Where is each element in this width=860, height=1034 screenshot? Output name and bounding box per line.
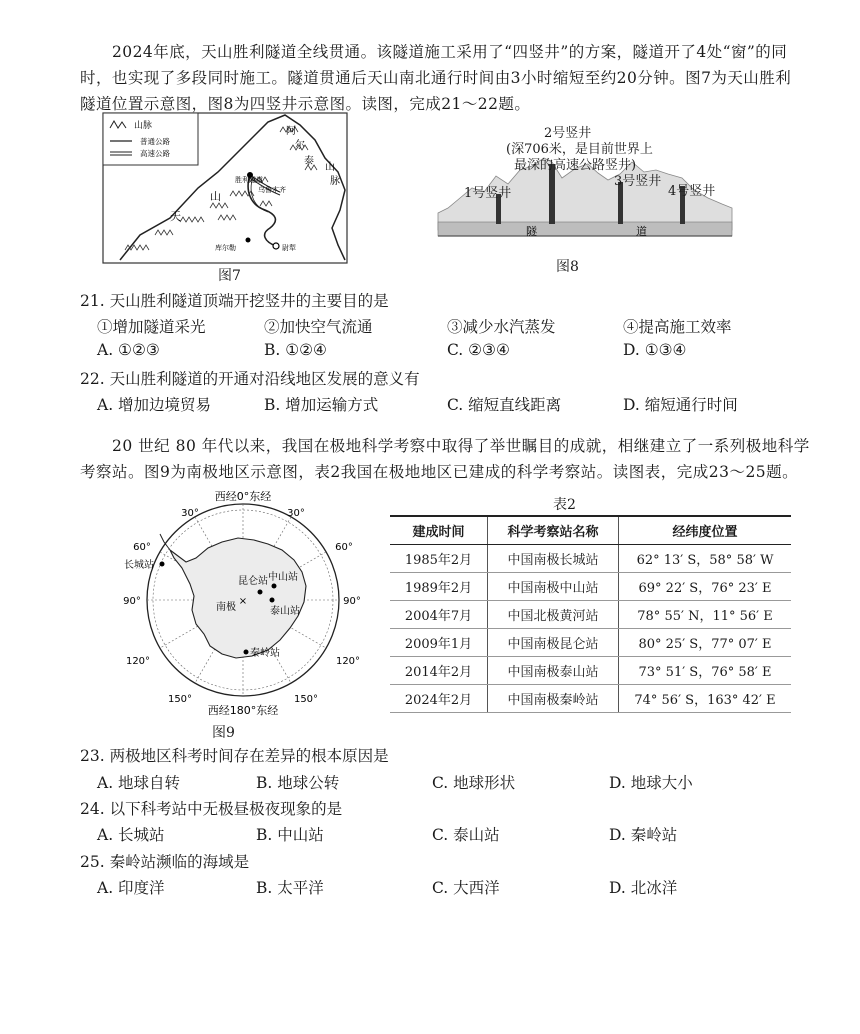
q22-stem: 22. 天山胜利隧道的开通对沿线地区发展的意义有 xyxy=(80,370,420,388)
intro1-line1: 2024年底，天山胜利隧道全线贯通。该隧道施工采用了“四竖井”的方案，隧道开了4处“窗”的同 xyxy=(112,43,788,61)
figure-9-caption: 图9 xyxy=(212,725,235,741)
q21-item-1: ①增加隧道采光 xyxy=(97,318,206,336)
q24-option-d[interactable]: D. 秦岭站 xyxy=(609,826,678,844)
label-aer: 阿 xyxy=(286,126,296,137)
table-row xyxy=(390,685,791,713)
figure-7 xyxy=(100,110,350,285)
q24-stem: 24. 以下科考站中无极昼极夜现象的是 xyxy=(80,800,343,818)
table-header-row xyxy=(390,516,791,545)
figure-7-caption: 图7 xyxy=(218,268,241,284)
cell-time: 2024年2月 xyxy=(390,685,488,713)
shaft-2-note-1: (深706米，是目前世界上 xyxy=(506,142,653,157)
label-150-right: 150° xyxy=(293,694,319,705)
label-30-left: 30° xyxy=(181,508,199,519)
figure-8-caption: 图8 xyxy=(556,259,579,275)
cell-coords: 80° 25′ S，77° 07′ E xyxy=(619,629,792,657)
q22-option-c[interactable]: C. 缩短直线距离 xyxy=(447,396,562,414)
cell-coords: 69° 22′ S，76° 23′ E xyxy=(619,573,792,601)
cell-name: 中国南极昆仑站 xyxy=(488,629,619,657)
table-row xyxy=(390,601,791,629)
cell-name: 中国南极长城站 xyxy=(488,545,619,573)
label-120-right: 120° xyxy=(335,656,361,667)
intro2-line1: 20 世纪 80 年代以来，我国在极地科学考察中取得了举世瞩目的成就，相继建立了一系列极地科学 xyxy=(112,437,810,455)
shaft-2-note-2: 最深的高速公路竖井) xyxy=(514,158,637,173)
label-shengli-tunnel: 胜利隧道 xyxy=(235,176,263,184)
q21-stem: 21. 天山胜利隧道顶端开挖竖井的主要目的是 xyxy=(80,292,389,310)
intro1-line2: 时，也实现了多段同时施工。隧道贯通后天山南北通行时间由3小时缩短至约20分钟。图7为天山胜利 xyxy=(80,69,792,87)
cell-time: 1985年2月 xyxy=(390,545,488,573)
cell-coords: 62° 13′ S，58° 58′ W xyxy=(619,545,792,573)
label-60-right: 60° xyxy=(335,542,353,553)
label-south-pole: 南极 xyxy=(216,602,236,613)
q22-option-a[interactable]: A. 增加边境贸易 xyxy=(97,396,212,414)
label-90-left: 90° xyxy=(123,596,141,607)
label-urumqi: 乌鲁木齐 xyxy=(258,186,286,194)
tunnel-label-left: 隧 xyxy=(526,225,537,238)
label-30-right: 30° xyxy=(287,508,305,519)
label-shan: 山 xyxy=(325,162,335,173)
cell-time: 2009年1月 xyxy=(390,629,488,657)
legend-mountain: 山脉 xyxy=(134,121,153,131)
label-tian: 天 xyxy=(170,210,181,223)
legend-road: 普通公路 xyxy=(140,137,170,146)
changcheng-station-marker xyxy=(160,562,165,567)
table-2-title: 表2 xyxy=(553,497,576,513)
label-60-left: 60° xyxy=(133,542,151,553)
q21-item-3: ③减少水汽蒸发 xyxy=(447,318,556,336)
q25-option-c[interactable]: C. 大西洋 xyxy=(432,879,500,897)
q24-option-b[interactable]: B. 中山站 xyxy=(256,826,324,844)
q24-option-a[interactable]: A. 长城站 xyxy=(97,826,165,844)
label-er: 尔 xyxy=(295,140,305,151)
table-row xyxy=(390,657,791,685)
q25-option-d[interactable]: D. 北冰洋 xyxy=(609,879,678,897)
cell-time: 2014年2月 xyxy=(390,657,488,685)
zhongshan-station-marker xyxy=(272,584,277,589)
q21-item-2: ②加快空气流通 xyxy=(264,318,373,336)
q22-option-d[interactable]: D. 缩短通行时间 xyxy=(623,396,738,414)
cell-name: 中国南极秦岭站 xyxy=(488,685,619,713)
intro2-line2: 考察站。图9为南极地区示意图，表2我国在极地地区已建成的科学考察站。读图表，完成23～25题。 xyxy=(80,463,799,481)
kunlun-station-marker xyxy=(258,590,263,595)
q23-option-d[interactable]: D. 地球大小 xyxy=(609,774,693,792)
label-120-left: 120° xyxy=(125,656,151,667)
label-changcheng: 长城站 xyxy=(124,560,154,571)
table-2 xyxy=(390,515,791,713)
shaft-3-label: 3号竖井 xyxy=(614,174,662,189)
q21-item-4: ④提高施工效率 xyxy=(623,318,732,336)
cell-coords: 74° 56′ S，163° 42′ E xyxy=(619,685,792,713)
cell-time: 2004年7月 xyxy=(390,601,488,629)
stations-table xyxy=(390,515,791,713)
label-shan2: 山 xyxy=(210,190,221,203)
label-west-180-east: 西经180°东经 xyxy=(207,704,279,717)
q24-option-c[interactable]: C. 泰山站 xyxy=(432,826,500,844)
q25-option-a[interactable]: A. 印度洋 xyxy=(97,879,165,897)
qinling-station-marker xyxy=(244,650,249,655)
table-row xyxy=(390,545,791,573)
intro1-line3: 隧道位置示意图，图8为四竖井示意图。读图，完成21～22题。 xyxy=(80,95,531,113)
cell-coords: 73° 51′ S，76° 58′ E xyxy=(619,657,792,685)
col-header-coordinates: 经纬度位置 xyxy=(619,516,792,545)
figure-9 xyxy=(112,488,374,741)
q23-stem: 23. 两极地区科考时间存在差异的根本原因是 xyxy=(80,747,389,765)
q21-option-a[interactable]: A. ①②③ xyxy=(97,341,160,359)
label-zhongshan: 中山站 xyxy=(268,572,298,583)
label-tai: 泰 xyxy=(304,156,314,167)
col-header-built-time: 建成时间 xyxy=(390,516,488,545)
q23-option-a[interactable]: A. 地球自转 xyxy=(97,774,181,792)
figure-8 xyxy=(436,118,736,276)
q25-option-b[interactable]: B. 太平洋 xyxy=(256,879,324,897)
figure-7-map xyxy=(100,110,350,285)
col-header-station-name: 科学考察站名称 xyxy=(488,516,619,545)
label-taishan: 泰山站 xyxy=(270,606,300,617)
shaft-1-label: 1号竖井 xyxy=(464,186,512,201)
table-row xyxy=(390,573,791,601)
cell-coords: 78° 55′ N，11° 56′ E xyxy=(619,601,792,629)
q21-option-d[interactable]: D. ①③④ xyxy=(623,341,687,359)
label-150-left: 150° xyxy=(167,694,193,705)
label-kunlun: 昆仑站 xyxy=(238,576,268,587)
korla-marker xyxy=(246,238,251,243)
south-pole-marker: × xyxy=(238,596,248,607)
q23-option-c[interactable]: C. 地球形状 xyxy=(432,774,516,792)
cell-time: 1989年2月 xyxy=(390,573,488,601)
label-mai: 脉 xyxy=(330,176,340,187)
label-qinling: 秦岭站 xyxy=(250,648,280,659)
q21-option-b[interactable]: B. ①②④ xyxy=(264,341,327,359)
yuli-marker xyxy=(273,243,279,249)
cell-name: 中国南极中山站 xyxy=(488,573,619,601)
label-yuli: 尉犁 xyxy=(282,244,296,252)
label-90-right: 90° xyxy=(343,596,361,607)
cell-name: 中国北极黄河站 xyxy=(488,601,619,629)
table-row xyxy=(390,629,791,657)
q25-stem: 25. 秦岭站濒临的海域是 xyxy=(80,853,250,871)
figure-9-map xyxy=(112,488,374,738)
shaft-2 xyxy=(549,164,555,224)
q22-option-b[interactable]: B. 增加运输方式 xyxy=(264,396,379,414)
label-korla: 库尔勒 xyxy=(215,244,236,252)
legend-highway: 高速公路 xyxy=(140,149,170,158)
cell-name: 中国南极泰山站 xyxy=(488,657,619,685)
taishan-station-marker xyxy=(270,598,275,603)
tunnel-label-right: 道 xyxy=(636,225,647,238)
shaft-2-title: 2号竖井 xyxy=(544,126,592,141)
q23-option-b[interactable]: B. 地球公转 xyxy=(256,774,340,792)
q21-option-c[interactable]: C. ②③④ xyxy=(447,341,510,359)
label-west-0-east: 西经0°东经 xyxy=(214,490,272,503)
shaft-4-label: 4号竖井 xyxy=(668,184,716,199)
